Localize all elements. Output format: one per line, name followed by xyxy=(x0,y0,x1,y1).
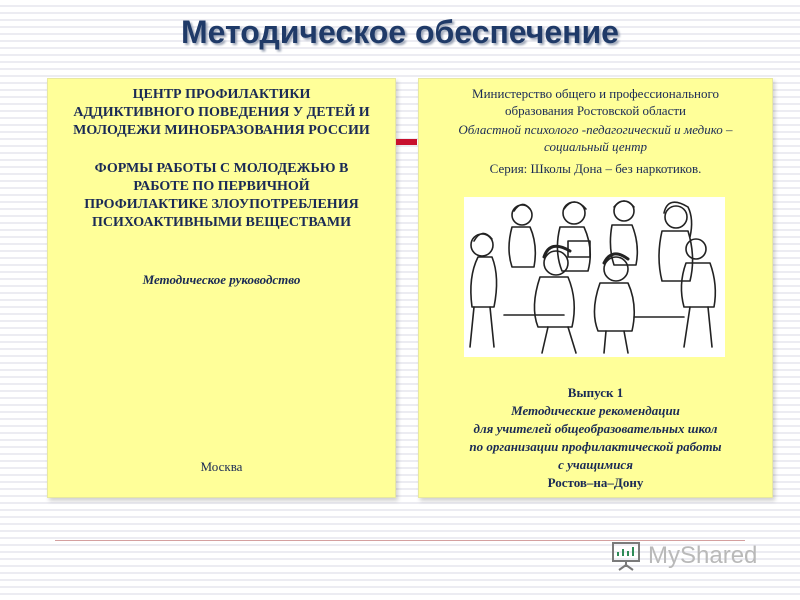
group-discussion-icon xyxy=(464,197,725,357)
left-org-line: ЦЕНТР ПРОФИЛАКТИКИ xyxy=(132,87,311,102)
right-ministry-line: Министерство общего и профессионального xyxy=(472,86,719,101)
left-topic xyxy=(58,160,385,232)
left-topic-line: ФОРМЫ РАБОТЫ С МОЛОДЕЖЬЮ В xyxy=(94,161,349,176)
release-line: по организации профилактической работы xyxy=(469,439,722,454)
right-center-line: социальный центр xyxy=(544,139,647,154)
left-document-panel xyxy=(47,78,396,498)
release-line: для учителей общеобразовательных школ xyxy=(473,421,718,436)
right-series: Серия: Школы Дона – без наркотиков. xyxy=(489,161,702,176)
red-connector xyxy=(396,139,417,145)
slide-title: Методическое обеспечение xyxy=(181,14,619,50)
left-topic-line: ПРОФИЛАКТИКЕ ЗЛОУПОТРЕБЛЕНИЯ xyxy=(84,197,359,212)
release-line: Методические рекомендации xyxy=(511,403,680,418)
right-document-panel xyxy=(418,78,773,498)
right-release xyxy=(419,384,772,492)
left-org-name xyxy=(48,86,395,140)
myshared-logo[interactable] xyxy=(610,540,770,574)
right-ministry-line: образования Ростовской области xyxy=(505,103,686,118)
left-org-line: МОЛОДЕЖИ МИНОБРАЗОВАНИЯ РОССИИ xyxy=(73,123,370,138)
release-title: Выпуск 1 xyxy=(567,385,624,400)
right-center-line: Областной психолого -педагогический и медико – xyxy=(458,122,733,137)
left-topic-line: ПСИХОАКТИВНЫМИ ВЕЩЕСТВАМИ xyxy=(91,215,352,230)
release-line: с учащимися xyxy=(558,457,633,472)
left-genre: Методическое руководство xyxy=(142,272,301,287)
right-center xyxy=(419,121,772,155)
right-ministry xyxy=(419,85,772,119)
logo-text: MyShared xyxy=(648,542,758,569)
left-topic-line: РАБОТЕ ПО ПЕРВИЧНОЙ xyxy=(133,179,310,194)
presentation-board-icon xyxy=(610,540,644,572)
release-city: Ростов–на–Дону xyxy=(547,475,644,490)
left-org-line: АДДИКТИВНОГО ПОВЕДЕНИЯ У ДЕТЕЙ И xyxy=(73,105,370,120)
group-discussion-illustration xyxy=(464,197,725,357)
left-city: Москва xyxy=(200,459,243,474)
